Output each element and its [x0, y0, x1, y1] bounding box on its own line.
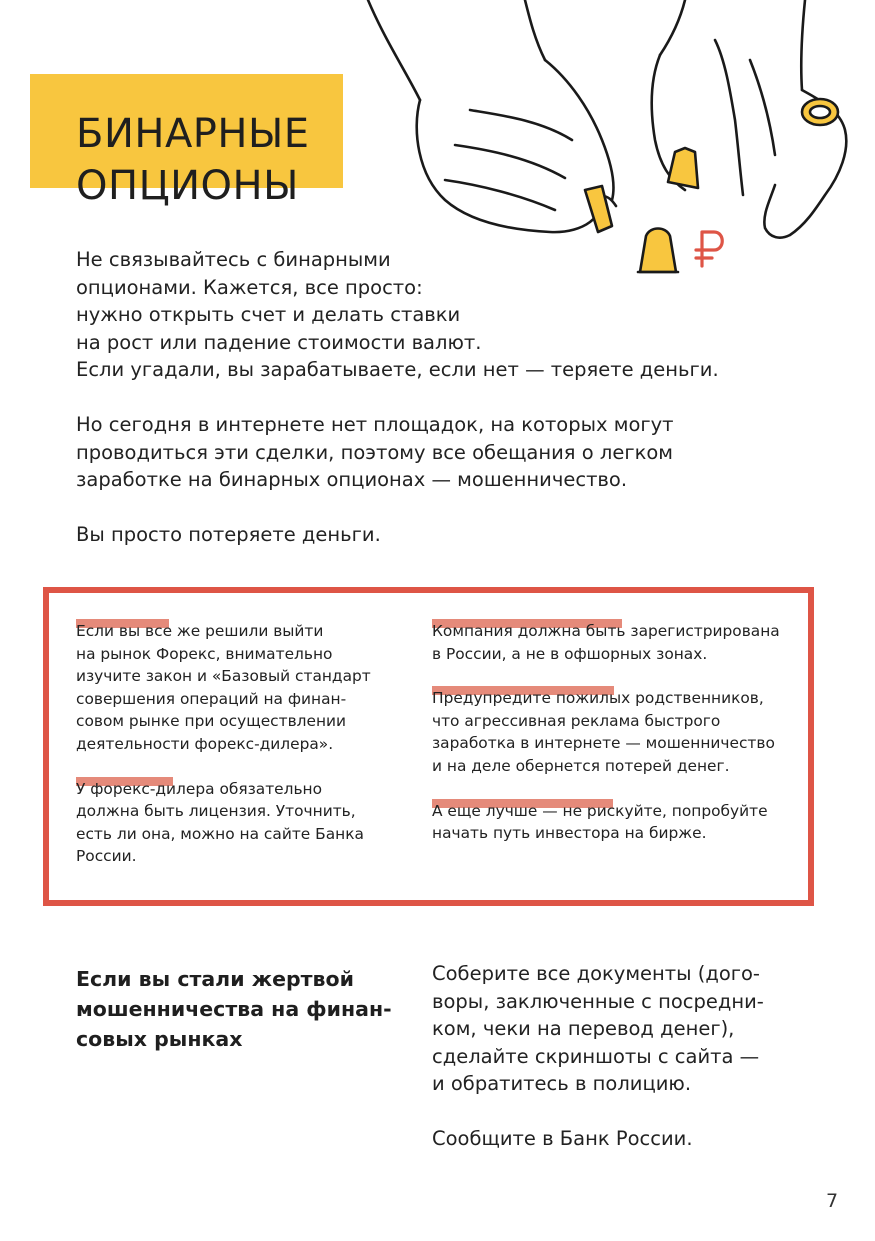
victim-heading	[76, 964, 392, 1054]
text-line: Но сегодня в интернете нет площадок, на которых могут	[76, 413, 674, 436]
text-line: сделайте скриншоты с сайта —	[432, 1044, 760, 1068]
text-line: Компания должна быть зарегистрирована	[432, 622, 780, 640]
text-line: воры, заключенные с посредни-	[432, 989, 764, 1013]
heading-line: Если вы стали жертвой	[76, 967, 354, 991]
ring-icon	[810, 106, 830, 118]
page-title	[76, 108, 310, 212]
text-line: Вы просто потеряете деньги.	[76, 523, 381, 546]
tip-item	[76, 778, 406, 868]
thimble-icon	[668, 148, 698, 188]
text-line: России.	[76, 847, 137, 866]
text-line: Если угадали, вы зарабатываете, если нет — теряете деньги.	[76, 358, 719, 381]
left-sleeve-icon	[368, 0, 420, 100]
intro-paragraph	[76, 411, 776, 494]
intro-text	[76, 246, 776, 576]
text-line: Если вы все же решили выйти	[76, 622, 324, 640]
text-line: в России, а не в офшорных зонах.	[432, 644, 708, 663]
text-line: нужно открыть счет и делать ставки	[76, 303, 461, 326]
text-line: деятельности форекс-дилера».	[76, 734, 334, 753]
text-line: совом рынке при осуществлении	[76, 712, 347, 731]
tip-item	[76, 620, 406, 756]
text-line: заработка в интернете — мошенничество	[432, 734, 775, 753]
text-line: начать путь инвестора на бирже.	[432, 824, 707, 843]
text-line: А еще лучше — не рискуйте, попробуйте	[432, 801, 768, 820]
text-line: на рост или падение стоимости валют.	[76, 330, 482, 354]
text-line: есть ли она, можно на сайте Банка	[76, 824, 364, 843]
text-line: Сообщите в Банк России.	[432, 1127, 693, 1150]
text-line: проводиться эти сделки, поэтому все обещания о легком	[76, 440, 673, 464]
thimble-icon	[585, 186, 612, 232]
tip-item	[432, 687, 812, 777]
text-line: Предупредите пожилых родственников,	[432, 689, 764, 708]
text-line: и на деле обернется потерей денег.	[432, 756, 730, 775]
text-line: заработке на бинарных опционах — мошенничество.	[76, 468, 628, 491]
tip-item	[432, 620, 812, 665]
page-number: 7	[826, 1190, 839, 1212]
heading-line: совых рынках	[76, 1027, 243, 1051]
intro-paragraph	[76, 246, 776, 384]
left-sleeve-icon	[525, 0, 545, 60]
tips-column-right	[432, 620, 812, 867]
title-line: ОПЦИОНЫ	[76, 163, 299, 209]
right-sleeve-icon	[660, 0, 685, 55]
text-line: ком, чеки на перевод денег),	[432, 1017, 735, 1040]
text-line: и обратитесь в полицию.	[432, 1072, 692, 1095]
right-sleeve-icon	[801, 0, 805, 90]
instruction-paragraph	[432, 1125, 764, 1153]
text-line: Не связывайтесь с бинарными	[76, 248, 391, 271]
text-line: У форекс-дилера обязательно	[76, 779, 323, 798]
left-hand-icon	[417, 60, 616, 232]
text-line: что агрессивная реклама быстрого	[432, 711, 721, 730]
tip-item	[432, 800, 812, 845]
intro-paragraph	[76, 521, 776, 549]
text-line: Соберите все документы (дого-	[432, 962, 760, 985]
text-line: на рынок Форекс, внимательно	[76, 644, 333, 663]
text-line: изучите закон и «Базовый стандарт	[76, 667, 371, 686]
right-hand-icon	[652, 40, 847, 238]
heading-line: мошенничества на финан-	[76, 997, 392, 1021]
text-line: совершения операций на финан-	[76, 689, 347, 708]
victim-instructions	[432, 960, 764, 1180]
instruction-paragraph	[432, 960, 764, 1098]
text-line: опционами. Кажется, все просто:	[76, 275, 423, 299]
tips-column-left	[76, 620, 406, 890]
text-line: должна быть лицензия. Уточнить,	[76, 802, 356, 821]
title-line: БИНАРНЫЕ	[76, 111, 310, 157]
